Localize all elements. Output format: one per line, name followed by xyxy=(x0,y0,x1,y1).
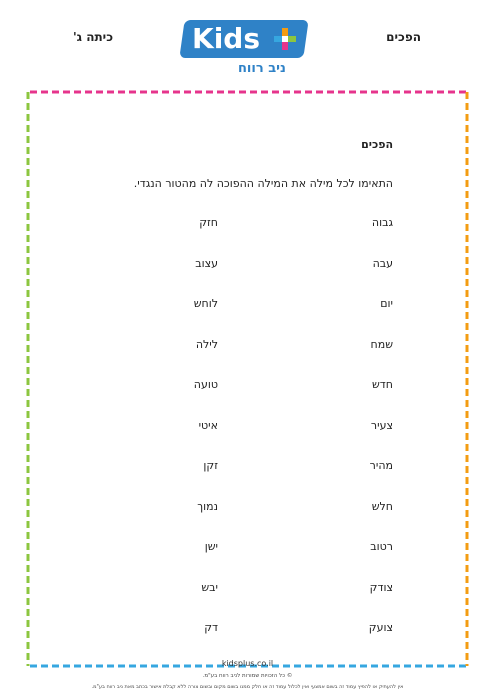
right-word: צועק xyxy=(368,621,393,634)
right-word: צעיר xyxy=(370,418,393,432)
left-word: איטי xyxy=(198,418,218,432)
left-word: טועה xyxy=(193,378,218,391)
worksheet-instructions: התאימו לכל מילה את המילה ההפוכה לה מהטור הנגדי. xyxy=(133,177,393,190)
right-word: חדש xyxy=(372,378,393,391)
left-word: נמוך xyxy=(197,499,218,513)
left-word: זקן xyxy=(203,459,218,472)
left-word: ישן xyxy=(204,540,218,553)
footer-url[interactable]: kidsplus.co.il xyxy=(221,659,274,668)
header-topic: הפכים xyxy=(386,30,421,44)
logo-subtitle: ניב רווח xyxy=(238,61,286,76)
footer-copyright: © כל הזכויות שמורות לניב רווח בע"מ. xyxy=(202,673,293,679)
right-word: צודק xyxy=(369,580,393,594)
left-word: לוחש xyxy=(193,297,218,310)
logo-text: Kids xyxy=(192,22,261,55)
left-word: דק xyxy=(204,621,218,634)
right-word: גבוה xyxy=(371,216,393,229)
right-word: מהיר xyxy=(369,459,393,472)
footer-legal: אין להעתיק או להפיץ עמוד זה בשום אמצעי ואין לכלול עמוד זה או חלק ממנו בשום מקום ובשום צורה ללא קבלת אישור בכתב מאת ניב רווח בע"מ. xyxy=(91,684,404,690)
right-word: עבה xyxy=(372,256,393,270)
right-word: חלש xyxy=(371,499,393,513)
left-word: חזק xyxy=(199,216,218,229)
left-word: לילה xyxy=(195,337,218,351)
left-word: יבש xyxy=(201,580,218,594)
left-word: עצוב xyxy=(195,256,218,270)
right-word: שמח xyxy=(370,337,393,351)
header-grade: כיתה ג' xyxy=(73,30,113,44)
right-word: רטוב xyxy=(370,540,393,553)
right-word: יום xyxy=(380,297,393,310)
worksheet-title: הפכים xyxy=(361,138,393,151)
